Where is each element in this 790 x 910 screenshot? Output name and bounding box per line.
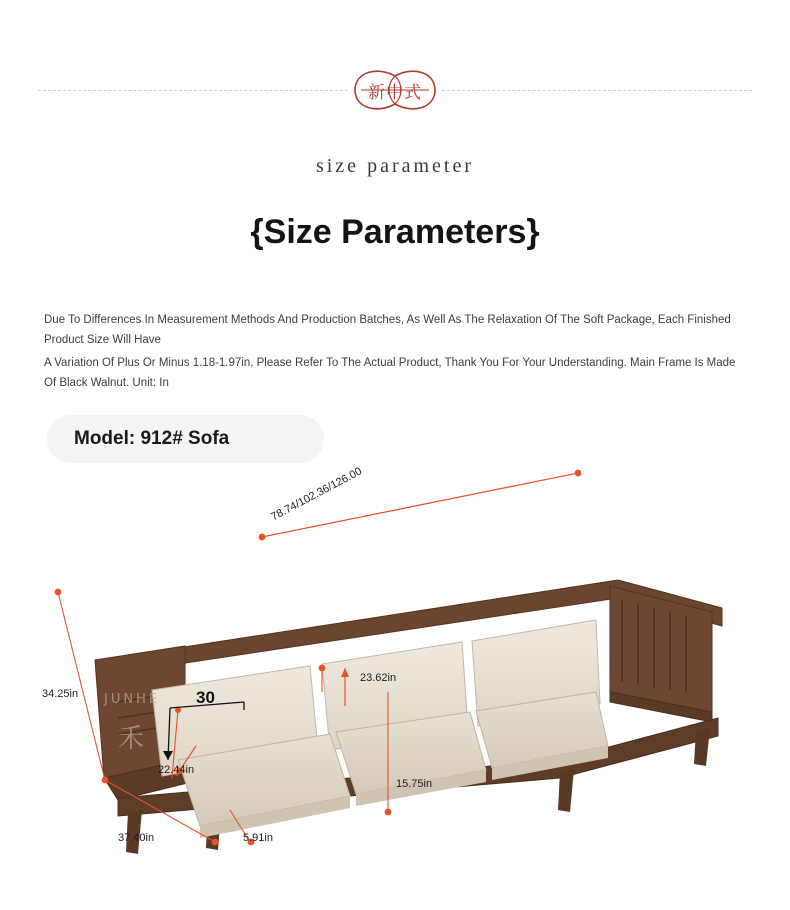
subtitle-english: size parameter [315,155,475,177]
dimension-seat-front-height: 5.91in [243,832,273,844]
dimension-back-height: 23.62in [360,672,397,684]
emblem-header [0,62,790,118]
watermark-brand-cjk: 禾 [118,724,145,754]
dimension-arm-width: 30 [196,688,215,707]
dimension-width-top: 78.74/102.36/126.00 [269,465,364,524]
dimension-seat-height: 15.75in [396,778,433,790]
dimension-depth-bottom: 37.40in [118,832,155,844]
description-line-1: Due To Differences In Measurement Methods And Production Batches, As Well As The Relaxation Of The Soft Package, Each Finished Product Size Will Have [44,314,731,346]
dimension-height-left: 34.25in [42,688,79,700]
model-badge [47,415,324,463]
brand-emblem [347,62,443,118]
sofa-dimension-diagram [0,460,790,910]
divider-line-left [38,90,348,91]
divider-line-right [442,90,752,91]
description-line-2: A Variation Of Plus Or Minus 1.18-1.97in, Please Refer To The Actual Product, Thank You For Your Understanding. Main Frame Is Made Of Black Walnut. Unit: In [44,357,736,389]
emblem-label: 新中式 [368,82,422,103]
page-title: {Size Parameters} [250,213,540,251]
dimension-seat-depth: 22.44in [158,764,195,776]
model-label: Model: 912# Sofa [74,428,230,449]
watermark-brand-latin: JUNHE [104,692,161,707]
